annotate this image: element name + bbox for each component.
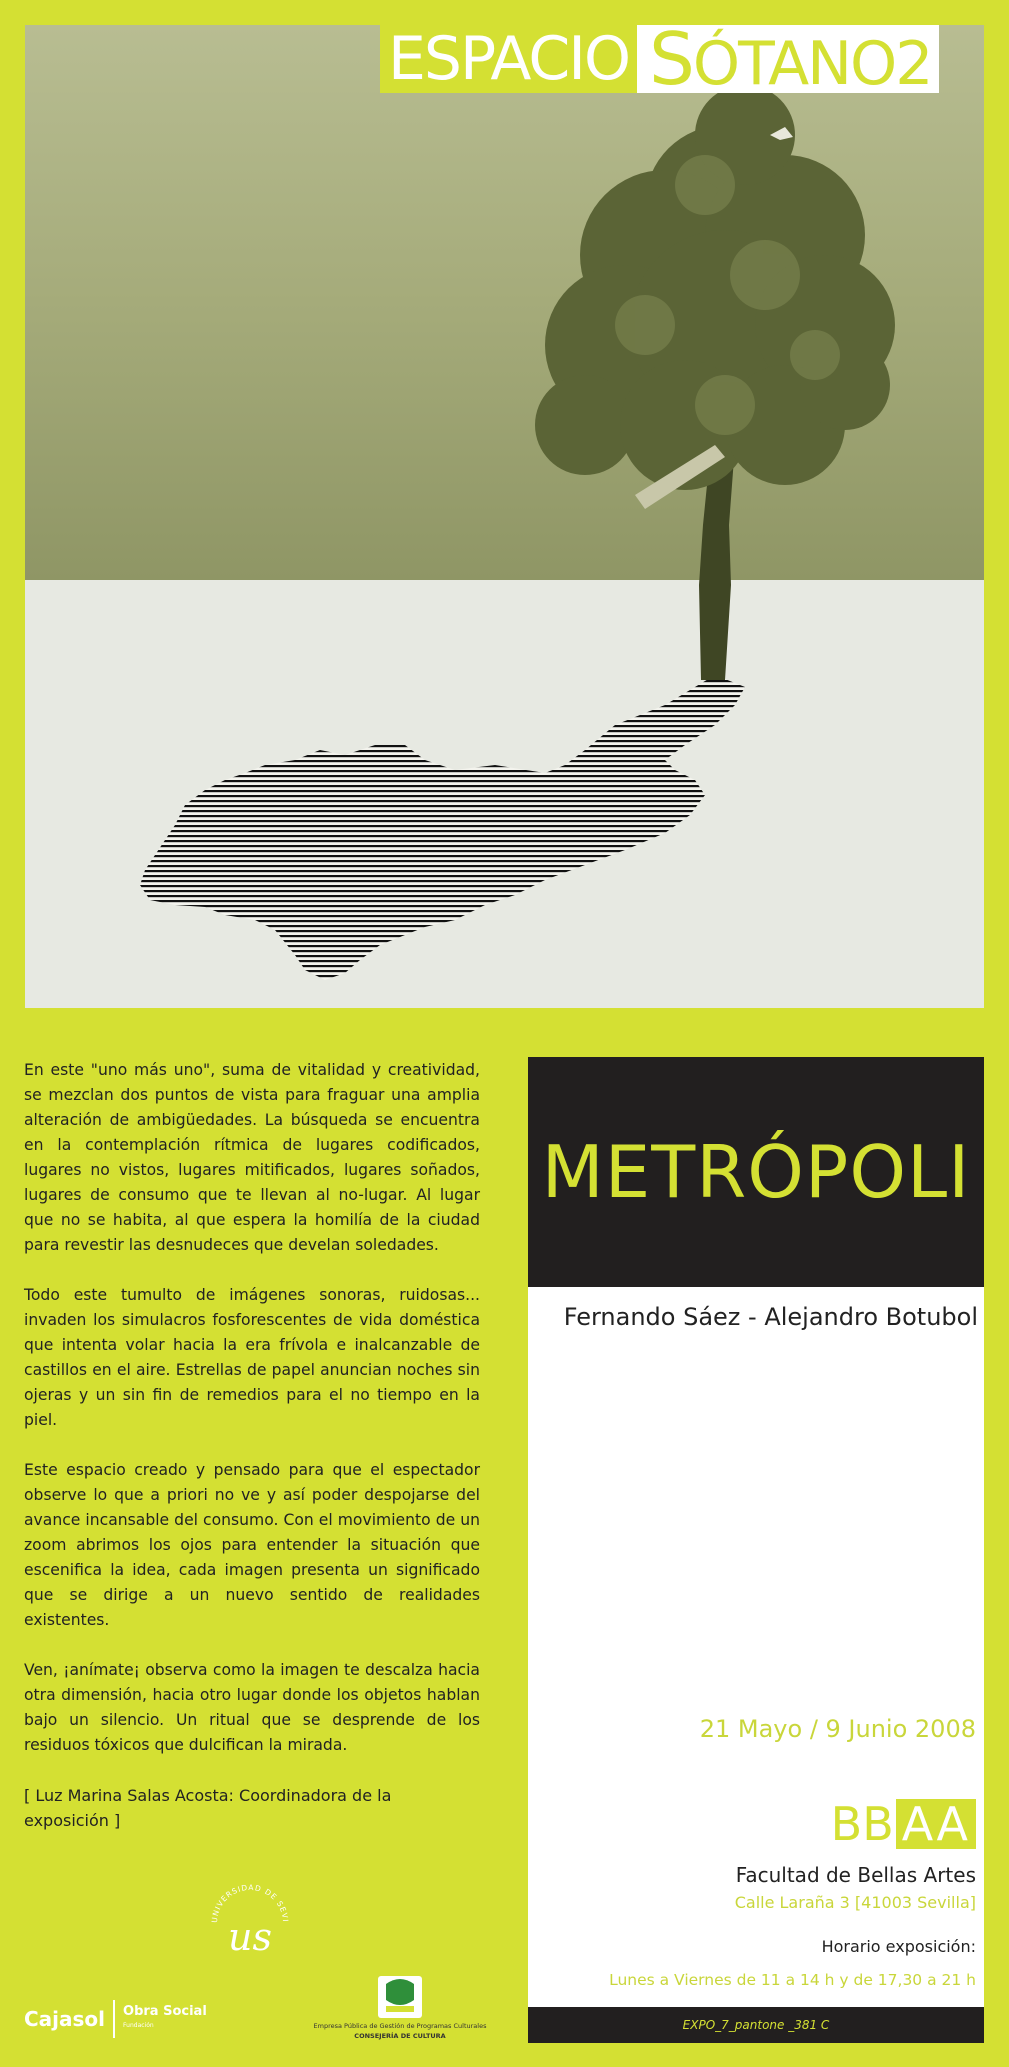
header-word-sotano bbox=[637, 17, 939, 101]
hero-image bbox=[25, 25, 984, 1008]
essay-paragraph-1: En este "uno más uno", suma de vitalidad y creatividad, se mezclan dos puntos de vista para fraguar una amplia alteración de ambigüedades. La búsqueda se encuentra en la contemplación rítmica de lugares codificados, lugares no vistos, lugares mitificados, lugares soñados, lugares de consumo que te llevan al no-lugar. Al lugar que no se habita, al que espera la homilía de la ciudad para revestir las desnudeces que develan soledades. bbox=[24, 1061, 480, 1254]
university-ring-text: UNIVERSIDAD DE SEVI bbox=[209, 1882, 291, 1924]
cajasol-logo bbox=[24, 2000, 207, 2038]
junta-line-2: CONSEJERÍA DE CULTURA bbox=[354, 2032, 446, 2040]
bbaa-logo bbox=[829, 1799, 976, 1849]
bbaa-logo-aa: AA bbox=[896, 1799, 976, 1849]
hours-label: Horario exposición: bbox=[821, 1937, 976, 1956]
exhibition-dates: 21 Mayo / 9 Junio 2008 bbox=[699, 1715, 976, 1743]
university-seal-icon bbox=[205, 1878, 295, 1968]
cajasol-name: Cajasol bbox=[24, 2007, 106, 2031]
header-word-espacio: ESPACIO bbox=[380, 25, 637, 93]
footer-code: EXPO_7_pantone _381 C bbox=[528, 2007, 984, 2043]
fundacion-label: Fundación bbox=[123, 2022, 154, 2029]
junta-logo bbox=[300, 1976, 500, 2040]
essay-paragraph-2: Todo este tumulto de imágenes sonoras, ruidosas... invaden los simulacros fosforescentes de vida doméstica que intenta volar hacia la era frívola e inalcanzable de castillos en el aire. Estrellas de papel anuncian noches sin ojeras y un sin fin de remedios para el no tiempo en la piel. bbox=[24, 1286, 480, 1429]
obra-social-label: Obra Social bbox=[123, 2004, 207, 2019]
essay-paragraph-3: Este espacio creado y pensado para que el espectador observe lo que a priori no ve y así poder despojarse del avance incansable del consumo. Con el movimiento de un zoom abrimos los ojos para entender la situación que escenifica la idea, cada imagen presenta un significado que se dirige a un nuevo sentido de realidades existentes. bbox=[24, 1461, 480, 1629]
artists: Fernando Sáez - Alejandro Botubol bbox=[563, 1303, 978, 1331]
header-initial: S bbox=[649, 17, 693, 101]
faculty-name: Facultad de Bellas Artes bbox=[735, 1863, 976, 1887]
info-panel bbox=[528, 1057, 984, 2043]
junta-emblem-icon bbox=[378, 1976, 422, 2018]
cajasol-separator bbox=[113, 2000, 115, 2038]
cajasol-obra-social bbox=[123, 2005, 207, 2033]
opening-hours: Lunes a Viernes de 11 a 14 h y de 17,30 a 21 h bbox=[609, 1971, 976, 1989]
header-rest: ÓTANO2 bbox=[692, 29, 932, 99]
bbaa-logo-bb: BB bbox=[830, 1797, 894, 1851]
header-title bbox=[380, 17, 939, 101]
address: Calle Laraña 3 [41003 Sevilla] bbox=[734, 1893, 976, 1912]
essay-text bbox=[24, 1058, 480, 1858]
essay-credit: [ Luz Marina Salas Acosta: Coordinadora de la exposición ] bbox=[24, 1786, 392, 1830]
exhibition-title: METRÓPOLI bbox=[528, 1057, 984, 1287]
university-logo bbox=[205, 1878, 295, 1968]
junta-line-1: Empresa Pública de Gestión de Programas Culturales bbox=[313, 2022, 487, 2030]
tree-barcode-illustration bbox=[25, 25, 984, 1008]
university-mark: us bbox=[228, 1915, 272, 1959]
essay-paragraph-4: Ven, ¡anímate¡ observa como la imagen te descalza hacia otra dimensión, hacia otro lugar donde los objetos hablan bajo un silencio. Un ritual que se desprende de los residuos tóxicos que dulcifican la mirada. bbox=[24, 1661, 480, 1754]
